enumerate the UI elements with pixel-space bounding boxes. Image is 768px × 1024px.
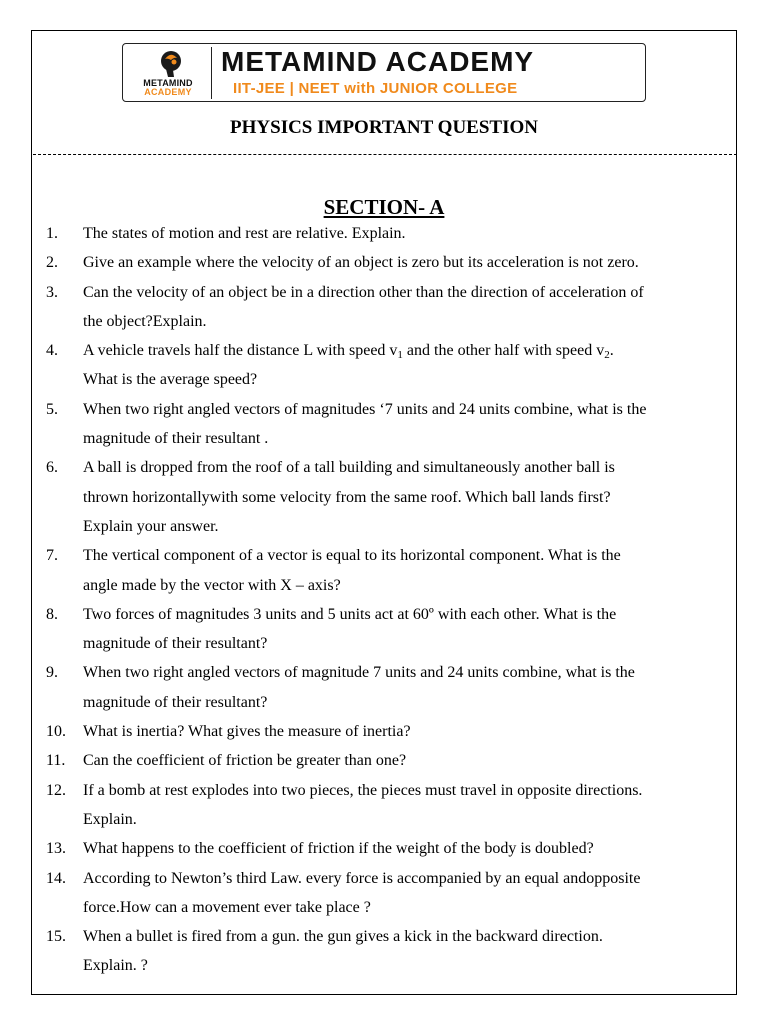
question-number: 1. [46,225,58,242]
question-line: the object?Explain. [83,312,207,330]
question-line: Can the velocity of an object be in a direction other than the direction of acceleration of [83,283,644,301]
question-line: magnitude of their resultant? [83,693,268,711]
logo-text-academy: ACADEMY [144,87,192,97]
question-item [0,278,768,337]
section-heading: SECTION- A [323,195,445,219]
header-banner [122,43,646,102]
question-line: Two forces of magnitudes 3 units and 5 units act at 60º with each other. What is the [83,605,617,623]
brain-head-icon [157,49,185,79]
question-text [83,336,733,395]
question-number: 4. [46,342,58,360]
question-line: The vertical component of a vector is equal to its horizontal component. What is the [83,547,621,565]
question-number: 6. [46,459,58,477]
question-item [0,658,768,717]
question-text [83,922,733,981]
question-line: What happens to the coefficient of friction if the weight of the body is doubled? [83,840,594,858]
question-number: 10. [46,723,66,741]
question-text [83,219,733,248]
question-text [83,864,733,923]
question-line: When two right angled vectors of magnitude 7 units and 24 units combine, what is the [83,664,635,682]
question-number: 2. [46,254,58,272]
question-line: When a bullet is fired from a gun. the gun gives a kick in the backward direction. [83,928,603,946]
question-list [0,219,768,981]
question-text [83,717,733,746]
question-line: Explain your answer. [83,517,219,535]
question-line: According to Newton’s third Law. every force is accompanied by an equal andopposite [83,869,641,887]
question-line: What is inertia? What gives the measure of inertia? [83,723,411,741]
question-item [0,541,768,600]
question-item [0,336,768,395]
question-line: Explain. [83,810,137,828]
question-line: thrown horizontallywith some velocity from the same roof. Which ball lands first? [83,488,611,506]
question-item [0,864,768,923]
question-number: 3. [46,283,58,301]
logo-text-metamind: METAMIND [143,78,193,88]
question-line: The states of motion and rest are relative. Explain. [83,225,406,242]
question-text [83,746,733,775]
question-number: 15. [46,928,66,946]
question-line: Can the coefficient of friction be greater than one? [83,752,407,770]
brand-tagline: IIT-JEE | NEET with JUNIOR COLLEGE [233,80,518,97]
question-number: 7. [46,547,58,565]
question-item [0,834,768,863]
question-text [83,776,733,835]
question-text [83,658,733,717]
question-item [0,776,768,835]
question-text [83,453,733,541]
question-line: What is the average speed? [83,371,258,389]
question-line: Give an example where the velocity of an object is zero but its acceleration is not zero. [83,254,639,272]
question-item [0,395,768,454]
question-line: When two right angled vectors of magnitudes ‘7 units and 24 units combine, what is the [83,400,647,418]
question-line: If a bomb at rest explodes into two pieces, the pieces must travel in opposite directions. [83,781,643,799]
question-item [0,248,768,277]
question-item [0,453,768,541]
question-line: angle made by the vector with X – axis? [83,576,341,594]
question-text [83,248,733,277]
question-line: Explain. ? [83,957,148,975]
question-text [83,600,733,659]
question-number: 9. [46,664,58,682]
subscript: 2 [604,349,610,362]
question-line: A ball is dropped from the roof of a tall building and simultaneously another ball is [83,459,615,477]
question-item [0,600,768,659]
question-number: 11. [46,752,66,770]
subscript: 1 [397,349,403,362]
question-item [0,717,768,746]
question-text [83,278,733,337]
question-item [0,219,768,248]
question-text [83,395,733,454]
document-title: PHYSICS IMPORTANT QUESTION [230,117,538,138]
question-line: force.How can a movement ever take place ? [83,898,371,916]
question-number: 12. [46,781,66,799]
question-number: 13. [46,840,66,858]
question-item [0,746,768,775]
question-number: 8. [46,605,58,623]
question-text [83,541,733,600]
dashed-divider [33,154,737,155]
question-line: magnitude of their resultant . [83,430,269,448]
question-line: magnitude of their resultant? [83,635,268,653]
question-text [83,834,733,863]
brand-name: METAMIND ACADEMY [221,46,535,77]
question-number: 5. [46,400,58,418]
question-line: A vehicle travels half the distance L with speed $v_1$ and the other half with speed $v_2$. [83,342,614,362]
question-item [0,922,768,981]
question-number: 14. [46,869,66,887]
